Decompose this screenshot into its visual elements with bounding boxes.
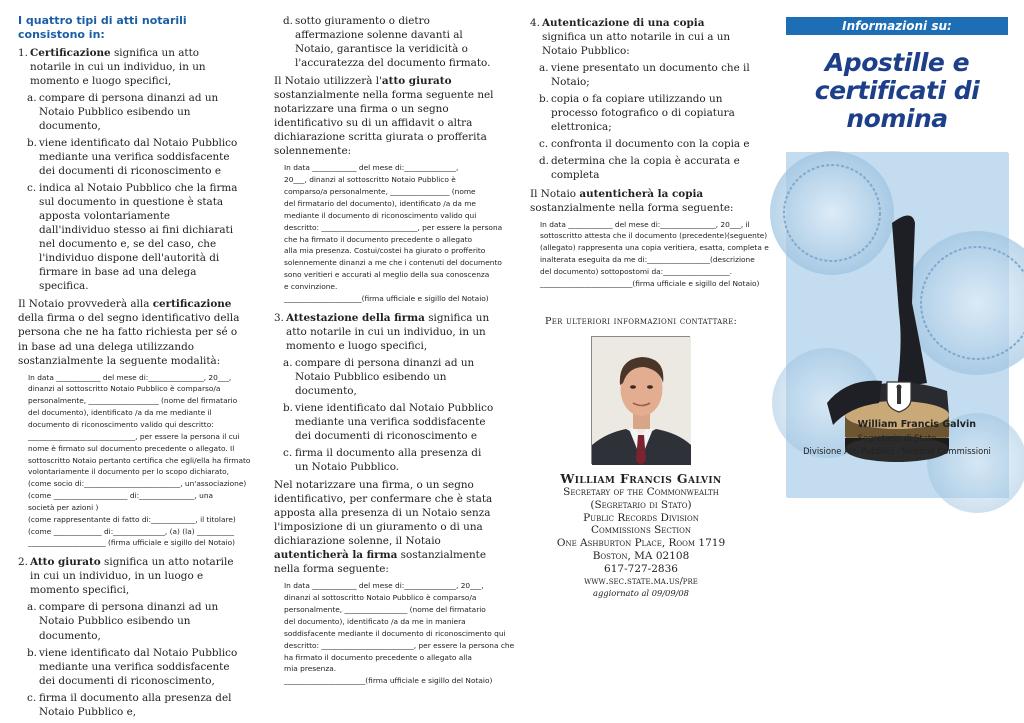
form-line: In data ____________ del mese di:_______________, 20___, il (540, 219, 750, 229)
form-line: _____________________ (firma ufficiale e sigillo del Notaio) (28, 538, 235, 548)
website-link[interactable]: www.sec.state.ma.us/pre (584, 575, 698, 587)
form-line: sottoscritto attesta che il documento (precedente)(seguente) (540, 231, 768, 241)
paragraph-text: Il Notaio provvederà alla (18, 298, 153, 311)
list-letter: a. (27, 601, 37, 614)
item-text: significa un atto notarile in cui un individuo, in un momento e luogo specifici, (286, 311, 490, 352)
paragraph-text: Il Notaio utilizzerà l' (274, 75, 382, 88)
form-line: personalmente, ___________________ (nome del firmatario (28, 396, 238, 406)
list-text: sotto giuramento o dietro affermazione solenne davanti al Notaio, garantisce la veridicità o l'accuratezza del documento firmato. (295, 15, 491, 70)
item-title: Atto giurato (30, 556, 101, 569)
form-line: _____________________(firma ufficiale e sigillo del Notaio) (284, 293, 489, 303)
form-line: (come _____________ di:______________, (a) (la) __________ (28, 526, 234, 536)
column-4 (786, 14, 1008, 614)
item-attestazione (274, 311, 496, 353)
form-line: volontariamente il documento per lo scopo dichiarato, (28, 467, 230, 477)
list-item (539, 61, 752, 89)
list-text: firma il documento alla presenza di un Notaio Pubblico. (295, 447, 482, 474)
form-line: mediante il documento di riconoscimento valido qui (284, 210, 477, 220)
contact-line: Public Records Division (583, 511, 699, 524)
signatory-title: Segretario di Stato (857, 433, 937, 443)
attestazione-paragraph (274, 478, 496, 576)
list-item (27, 691, 240, 719)
item-number: 4. (530, 17, 540, 29)
form-line: mia presenza. (284, 664, 337, 674)
section-heading: I quattro tipi di atti notarili consistono in: (18, 14, 187, 42)
item-title: Certificazione (30, 46, 111, 59)
list-letter: a. (283, 356, 293, 369)
paragraph-text: sostanzialmente nella forma seguente: (274, 549, 486, 576)
atto-giurato-paragraph (274, 74, 496, 158)
item-number: 1. (18, 46, 28, 59)
contact-line: Commissions Section (590, 524, 692, 537)
paragraph-bold: atto giurato (381, 75, 452, 88)
paragraph-text: sostanzialmente nella forma seguente: (530, 201, 734, 214)
item-text: significa un atto notarile in cui un individuo, in un luogo e momento specifici, (30, 556, 234, 597)
atto-giurato-list (27, 600, 240, 718)
form-line: e convinzione. (284, 281, 338, 291)
form-line: ______________________(firma ufficiale e sigillo del Notaio) (284, 676, 493, 686)
autenticazione-form (540, 219, 769, 290)
form-line: ha firmato il documento precedente o allegato alla (284, 652, 472, 662)
form-line: del firmatario del documento), identificato /a da me (284, 199, 476, 208)
list-text: compare di persona dinanzi ad un Notaio Pubblico esibendo un documento, (39, 91, 219, 132)
title-line: certificati di (814, 76, 980, 105)
list-letter: a. (539, 62, 549, 75)
column-2 (274, 14, 515, 693)
list-text: determina che la copia è accurata e completa (551, 155, 740, 182)
list-letter: b. (27, 646, 37, 659)
form-line: del documento) sottopostomi da:__________________. (540, 266, 733, 276)
paragraph-text: Il Notaio (530, 187, 580, 200)
contact-line: Secretary of the Commonwealth (563, 486, 719, 498)
title-line: Apostille e (824, 48, 970, 77)
list-letter: c. (27, 691, 37, 704)
form-line: inalterata eseguita da me di:_________________(descrizione (540, 255, 755, 265)
autenticazione-list (539, 61, 752, 182)
list-letter: c. (539, 138, 549, 151)
form-line: _________________________(firma ufficiale e sigillo del Notaio) (540, 278, 760, 288)
form-line: comparso/a personalmente, ________________ (nome (284, 187, 476, 197)
item-autenticazione (530, 16, 752, 58)
list-item (539, 137, 752, 151)
contact-line: Boston, MA 02108 (592, 549, 690, 562)
list-text: viene identificato dal Notaio Pubblico mediante una verifica soddisfacente dei documenti di riconoscimento, (39, 646, 238, 687)
list-text: viene identificato dal Notaio Pubblico mediante una verifica soddisfacente dei documenti di riconoscimento e (295, 401, 494, 442)
form-line: In data ____________ del mese di:______________, 20___, (284, 581, 484, 591)
form-line: solennemente dinanzi a me che i contenuti del documento (284, 258, 502, 268)
form-line: (come socio di:__________________________, un'associazione) (28, 479, 247, 489)
list-letter: b. (27, 136, 37, 149)
list-text: indica al Notaio Pubblico che la firma sul documento in questione è stata apposta volontariamente dall'individuo stesso ai fini dichiarati nel documento e, se del caso, che l'individuo dispone dell'autorità di firmare in base ad una delega specifica. (39, 182, 238, 293)
form-line: (allegato) rappresenta una copia veritiera, esatta, completa e (540, 243, 769, 253)
form-line: (come rappresentante di fatto di:____________, il titolare) (28, 514, 236, 524)
list-text: confronta il documento con la copia e (551, 138, 750, 151)
certificazione-form (28, 372, 251, 550)
autenticazione-paragraph (530, 187, 752, 215)
paragraph-text: sostanzialmente nella forma seguente nel notarizzare una firma o un segno identificativo su di un affidavit o altra dichiarazione scritta giurata o profferita solennemente: (274, 89, 494, 158)
list-text: compare di persona dinanzi ad un Notaio Pubblico esibendo un documento, (39, 601, 219, 642)
certificazione-paragraph (18, 297, 240, 367)
signatory-name: William Francis Galvin (857, 419, 976, 430)
list-item (283, 356, 496, 398)
item-number: 2. (18, 556, 28, 569)
portrait-image (592, 337, 691, 465)
form-line: In data ____________ del mese di:_______________, 20___, (28, 372, 232, 382)
column-1 (18, 14, 251, 723)
form-line: dinanzi al sottoscritto Notaio Pubblico è comparso/a (28, 384, 221, 394)
form-line: del documento), identificato /a da me in maniera (284, 616, 466, 626)
contact-line: One Ashburton Place, Room 1719 (556, 537, 726, 550)
title-line: nomina (846, 104, 948, 133)
paragraph-bold: autenticherà la copia (579, 187, 704, 200)
atto-giurato-form (284, 162, 503, 304)
form-line: In data ____________ del mese di:______________, (284, 163, 459, 173)
list-text: viene presentato un documento che il Notaio; (551, 62, 750, 89)
item-certificazione (18, 46, 240, 88)
form-line: (come ____________________ di:_______________, una (28, 491, 214, 501)
contact-block (530, 471, 752, 598)
form-line: documento di riconoscimento valido qui descritto: (28, 420, 214, 429)
form-line: del documento), identificato /a da me mediante il (28, 408, 212, 418)
signatory-division: Divisione Atti Pubblici - Sezione Commissioni (803, 446, 991, 456)
form-line: che ha firmato il documento precedente o allegato (284, 234, 473, 244)
form-line: alla mia presenza. Costui/costei ha giurato o profferito (284, 246, 486, 256)
item-title: Attestazione della firma (286, 311, 425, 324)
certificazione-list (27, 91, 240, 294)
form-line: descritto: _________________________, per essere la persona che (284, 640, 515, 650)
item-text: significa un atto notarile in cui a un Notaio Pubblico: (542, 31, 731, 58)
list-letter: d. (539, 155, 549, 168)
form-line: sono veritieri e accurati al meglio della sua conoscenza (284, 270, 490, 280)
list-text: compare di persona dinanzi ad un Notaio Pubblico esibendo un documento, (295, 356, 475, 397)
list-letter: c. (283, 447, 293, 460)
contact-name: William Francis Galvin (560, 471, 722, 486)
form-line: dinanzi al sottoscritto Notaio Pubblico è comparso/a (284, 593, 477, 603)
paragraph-text: Nel notarizzare una firma, o un segno identificativo, per confermare che è stata apposta alla presenza di un Notaio senza l'imposizione di un giuramento o di una dichiarazione solenne, il Notaio (274, 479, 493, 548)
info-banner: Informazioni su: (786, 17, 1008, 35)
list-text: firma il documento alla presenza del Notaio Pubblico e, (39, 691, 232, 718)
cover-title (786, 49, 1008, 133)
form-line: descritto: __________________________, per essere la persona (284, 222, 503, 232)
list-item (283, 446, 496, 474)
form-line: nome è firmato sul documento precedente o allegato. Il (28, 443, 235, 453)
list-item (27, 646, 240, 688)
item-atto-giurato (18, 555, 240, 597)
atto-giurato-list-cont (283, 14, 496, 70)
item-text: significa un atto notarile in cui un individuo, in un momento e luogo specifici, (30, 46, 206, 87)
item-title: Autenticazione di una copia (542, 17, 705, 29)
list-item (27, 181, 240, 293)
list-letter: a. (27, 91, 37, 104)
list-text: copia o fa copiare utilizzando un processo fotografico o di copiatura elettronica; (551, 93, 735, 134)
form-line: società per azioni ) (28, 502, 99, 512)
portrait-photo (591, 336, 690, 464)
list-text: viene identificato dal Notaio Pubblico mediante una verifica soddisfacente dei documenti di riconoscimento e (39, 136, 238, 177)
contact-line: 617-727-2836 (604, 562, 678, 575)
item-number: 3. (274, 311, 284, 324)
attestazione-form (284, 580, 515, 687)
contact-line: (Segretario di Stato) (590, 498, 692, 511)
list-item (283, 401, 496, 443)
column-3 (530, 14, 769, 296)
form-line: _____________________________, per essere la persona il cui (28, 431, 240, 441)
contact-header: Per ulteriori informazioni contattare: (544, 316, 738, 327)
form-line: soddisfacente mediante il documento di riconoscimento qui (284, 628, 506, 638)
list-item (283, 14, 496, 70)
list-letter: b. (283, 401, 293, 414)
list-item (27, 136, 240, 178)
updated-date: aggiornato al 09/09/08 (593, 588, 689, 599)
paragraph-bold: autenticherà la firma (274, 549, 398, 562)
form-line: 20___, dinanzi al sottoscritto Notaio Pubblico è (284, 175, 456, 185)
list-item (27, 91, 240, 133)
form-line: sottoscritto Notaio pertanto certifica che egli/ella ha firmato (28, 455, 251, 465)
list-letter: b. (539, 93, 549, 106)
state-seal-icon (884, 379, 914, 413)
list-item (539, 154, 752, 182)
form-line: personalmente, _________________ (nome del firmatario (284, 605, 486, 615)
list-letter: d. (283, 15, 293, 27)
attestazione-list (283, 356, 496, 474)
paragraph-text: della firma o del segno identificativo della persona che ne ha fatto richiesta per sé o in base ad una delega utilizzando sostanzialmente la seguente modalità: (18, 312, 240, 367)
list-item (539, 92, 752, 134)
list-letter: c. (27, 182, 37, 195)
paragraph-bold: certificazione (152, 298, 232, 311)
list-item (27, 600, 240, 642)
